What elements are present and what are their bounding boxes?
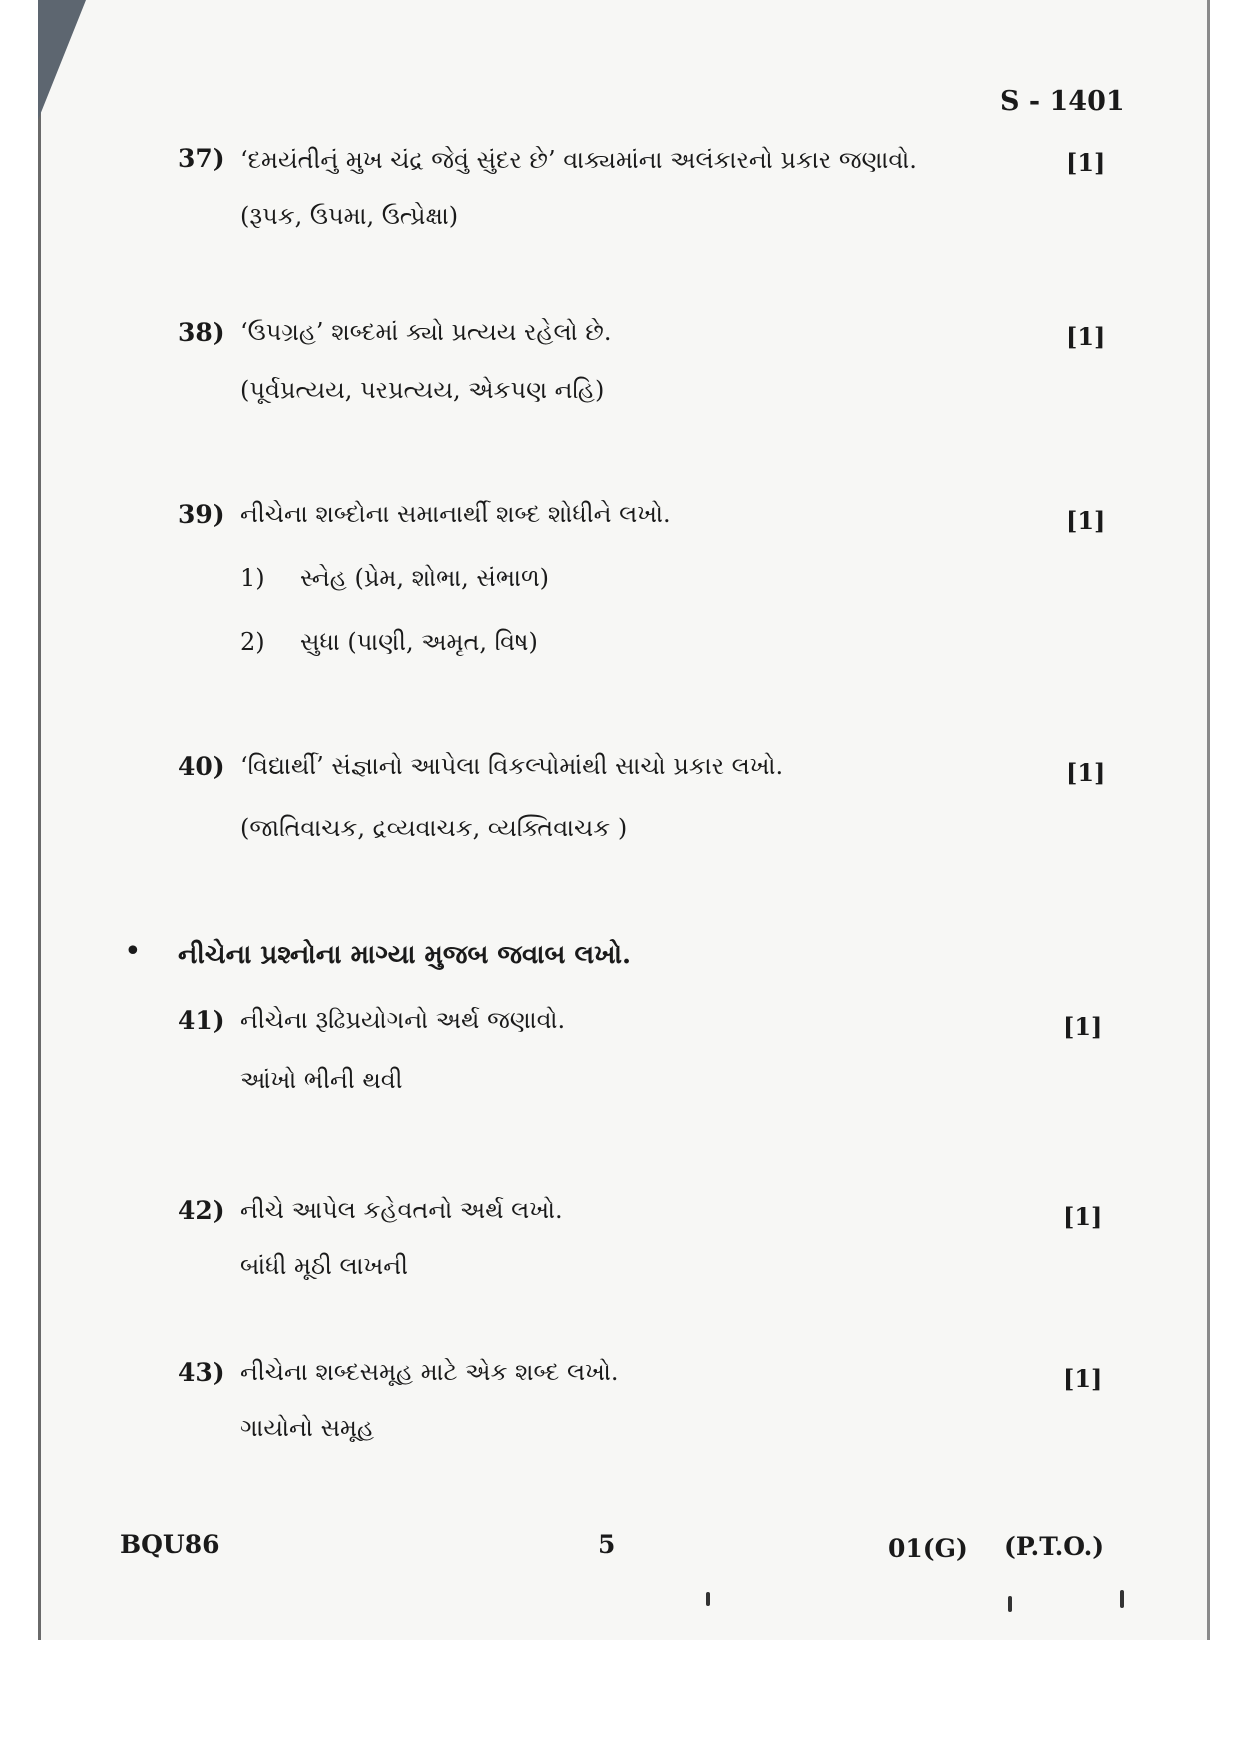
scan-speck — [706, 1592, 710, 1606]
sub-item-text: સ્નેહ (પ્રેમ, શોભા, સંભાળ) — [300, 564, 550, 592]
question-marks: [1] — [1063, 1364, 1103, 1393]
question-text: નીચેના શબ્દસમૂહ માટે એક શબ્દ લખો. — [240, 1358, 619, 1386]
question-options: (જાતિવાચક, દ્રવ્યવાચક, વ્યક્તિવાચક ) — [240, 814, 628, 842]
question-options: (રૂપક, ઉપમા, ઉત્પ્રેક્ષા) — [240, 202, 459, 230]
section-bullet: • — [124, 934, 142, 969]
question-text: નીચે આપેલ કહેવતનો અર્થ લખો. — [240, 1196, 563, 1224]
question-text: ‘ઉપગ્રહ’ શબ્દમાં ક્યો પ્રત્યય રહેલો છે. — [240, 318, 612, 346]
sub-item-number: 2) — [240, 628, 265, 656]
question-text: નીચેના શબ્દોના સમાનાર્થી શબ્દ શોધીને લખો. — [240, 500, 671, 528]
question-number: 37) — [178, 144, 225, 173]
question-marks: [1] — [1066, 506, 1106, 535]
question-prompt: બાંધી મૂઠી લાખની — [240, 1252, 408, 1280]
question-prompt: ગાયોનો સમૂહ — [240, 1414, 375, 1442]
booklet-code: BQU86 — [120, 1530, 220, 1559]
scan-speck — [1120, 1590, 1124, 1608]
question-marks: [1] — [1066, 758, 1106, 787]
scan-speck — [1008, 1596, 1012, 1612]
question-marks: [1] — [1063, 1012, 1103, 1041]
question-marks: [1] — [1063, 1202, 1103, 1231]
sub-item-text: સુધા (પાણી, અમૃત, વિષ) — [300, 628, 538, 656]
question-number: 39) — [178, 500, 225, 529]
question-prompt: આંખો ભીની થવી — [240, 1066, 403, 1094]
question-text: નીચેના રૂઢિપ્રયોગનો અર્થ જણાવો. — [240, 1006, 566, 1034]
question-text: ‘વિદ્યાર્થી’ સંજ્ઞાનો આપેલા વિકલ્પોમાંથી સાચો પ્રકાર લખો. — [240, 752, 784, 780]
section-heading: નીચેના પ્રશ્નોના માગ્યા મુજબ જવાબ લખો. — [178, 940, 632, 970]
question-marks: [1] — [1066, 322, 1106, 351]
question-number: 42) — [178, 1196, 225, 1225]
question-text: ‘દમયંતીનું મુખ ચંદ્ર જેવું સુંદર છે’ વાક્યમાંના અલંકારનો પ્રકાર જણાવો. — [240, 146, 917, 174]
question-number: 38) — [178, 318, 225, 347]
question-options: (પૂર્વપ્રત્યય, પરપ્રત્યય, એકપણ નહિ) — [240, 376, 605, 404]
question-number: 40) — [178, 752, 225, 781]
question-number: 41) — [178, 1006, 225, 1035]
sub-item-number: 1) — [240, 564, 265, 592]
folded-corner-shadow — [38, 0, 86, 120]
question-number: 43) — [178, 1358, 225, 1387]
page-number: 5 — [598, 1530, 616, 1559]
series-code: 01(G) — [888, 1534, 968, 1563]
paper-code: S - 1401 — [1000, 86, 1125, 117]
pto-note: (P.T.O.) — [1004, 1532, 1105, 1561]
question-marks: [1] — [1066, 148, 1106, 177]
